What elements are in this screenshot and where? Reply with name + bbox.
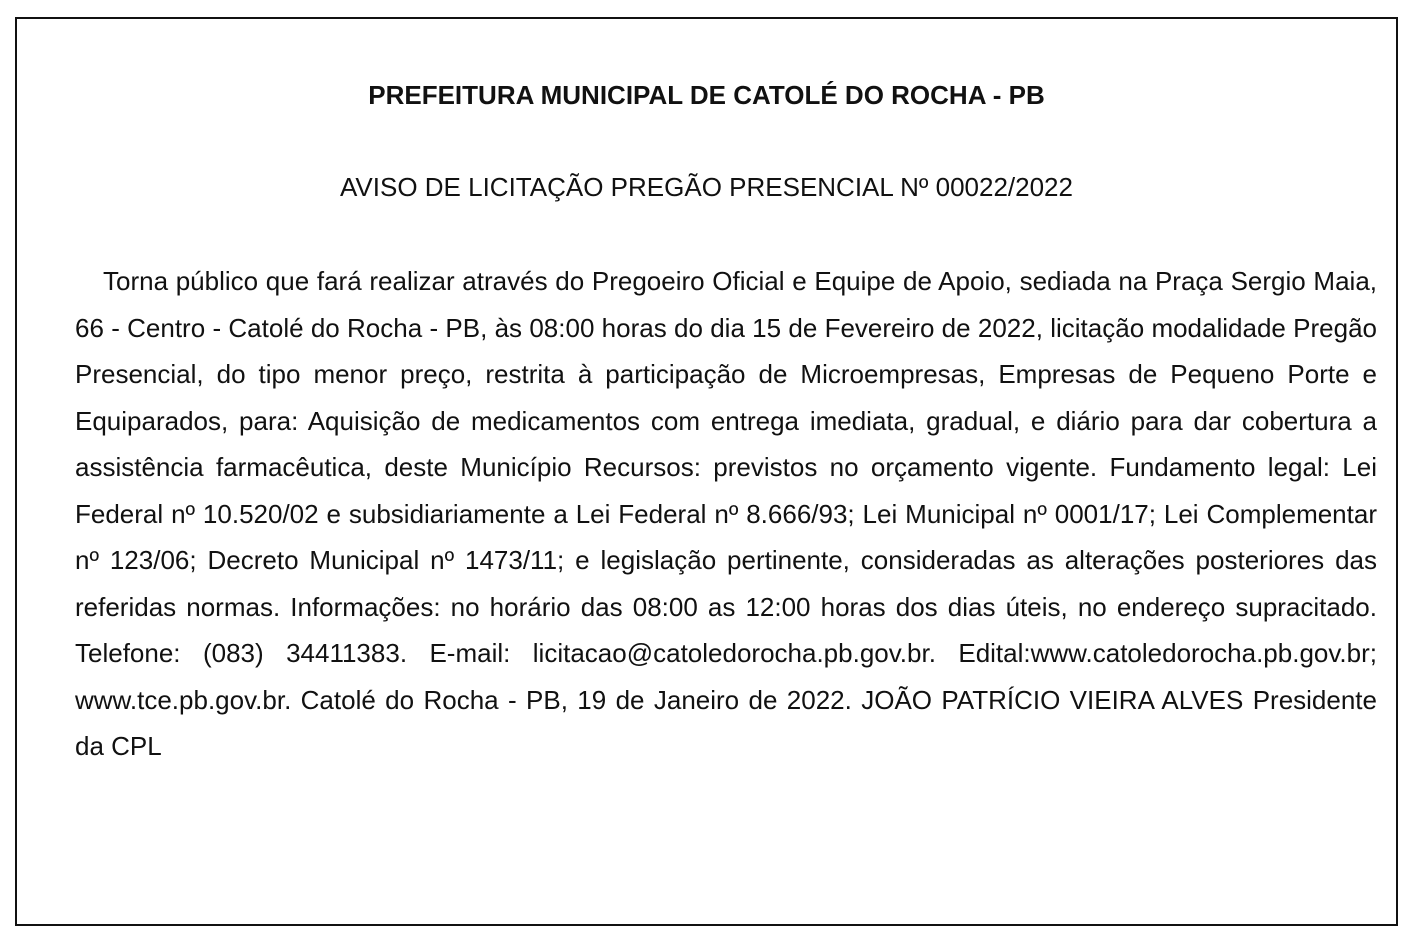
issuer-heading: PREFEITURA MUNICIPAL DE CATOLÉ DO ROCHA - PB: [368, 80, 1045, 110]
notice-frame: [15, 17, 1398, 926]
notice-body: Torna público que fará realizar através do Pregoeiro Oficial e Equipe de Apoio, sediada na Praça Sergio Maia, 66 - Centro - Catolé do Rocha - PB, às 08:00 horas do dia 15 de Fevereiro de 2022, licitação modalidade Pregão Presencial, do tipo menor preço, restrita à participação de Microempresas, Empresas de Pequeno Porte e Equiparados, para: Aquisição de medicamentos com entrega imediata, gradual, e diário para dar cobertura a assistência farmacêutica, deste Município Recursos: previstos no orçamento vigente. Fundamento legal: Lei Federal nº 10.520/02 e subsidiariamente a Lei Federal nº 8.666/93; Lei Municipal nº 0001/17; Lei Complementar nº 123/06; Decreto Municipal nº 1473/11; e legislação pertinente, consideradas as alterações posteriores das referidas normas. Informações: no horário das 08:00 as 12:00 horas dos dias úteis, no endereço supracitado. Telefone: (083) 34411383. E-mail: licitacao@catoledorocha.pb.gov.br. Edital:www.catoledorocha.pb.gov.br; www.tce.pb.gov.br. Catolé do Rocha - PB, 19 de Janeiro de 2022. JOÃO PATRÍCIO VIEIRA ALVES Presidente da CPL: [75, 266, 1377, 761]
notice-title: AVISO DE LICITAÇÃO PREGÃO PRESENCIAL Nº 00022/2022: [340, 172, 1073, 202]
